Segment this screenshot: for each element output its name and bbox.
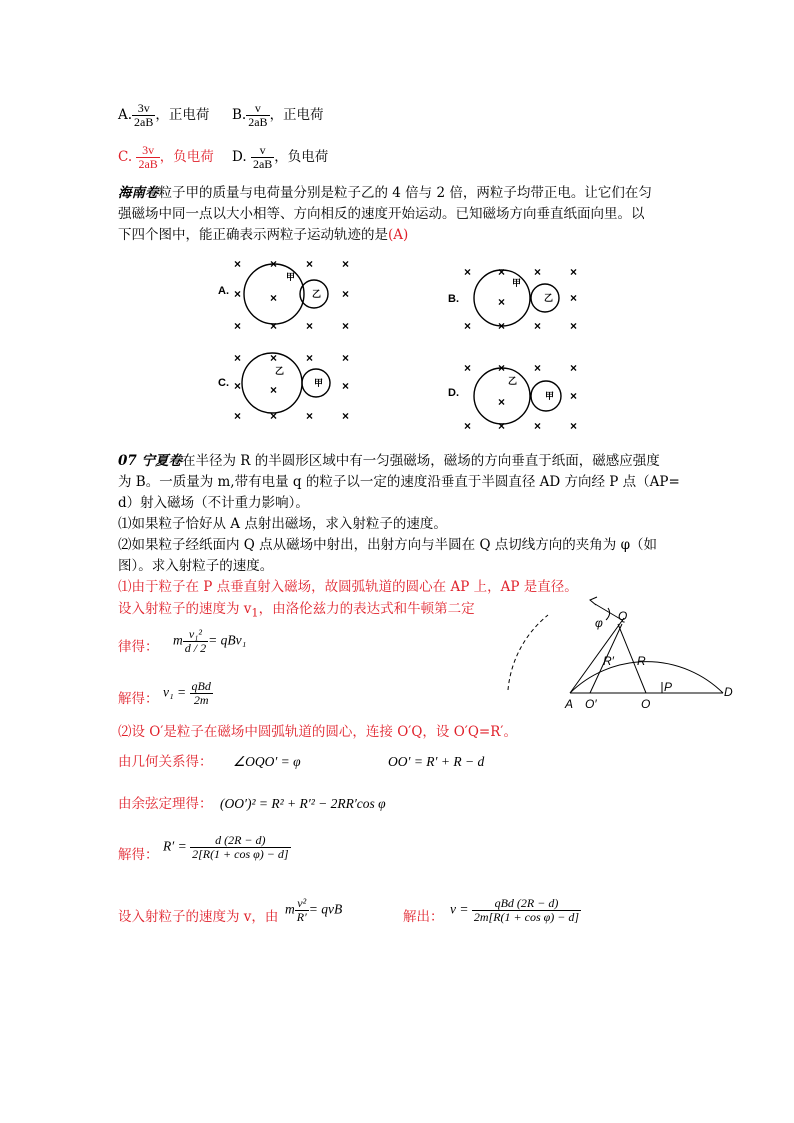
option-a-num: 3v <box>137 101 150 115</box>
field-cross-mark: × <box>342 257 350 271</box>
sol2-line-b: 由几何关系得： <box>118 754 213 770</box>
option-b-label: B. <box>232 107 247 123</box>
sol2-line-e: 设入射粒子的速度为 v，由 <box>118 909 279 925</box>
equation-2 <box>163 680 213 707</box>
option-d-den: 2aB <box>252 157 273 171</box>
q2-figures <box>200 250 600 450</box>
eq2-den: 2m <box>190 693 213 707</box>
field-cross-mark: × <box>534 419 542 433</box>
field-cross-mark: × <box>498 419 506 433</box>
eq2-lhs: v₁ = <box>163 684 187 700</box>
label-q: Q <box>618 609 628 623</box>
figure-b-jia: 甲 <box>512 278 522 288</box>
figure-c-jia: 甲 <box>314 378 324 388</box>
eq7-den: R′ <box>296 910 307 924</box>
figure-a-jia: 甲 <box>286 272 296 282</box>
option-a-den: 2aB <box>134 115 154 129</box>
field-cross-mark: × <box>270 409 278 423</box>
label-p: P <box>664 680 673 694</box>
option-a-fraction <box>132 102 155 129</box>
eq6-fraction <box>190 834 291 861</box>
figure-a-label: A. <box>218 285 229 297</box>
field-cross-mark: × <box>570 389 578 403</box>
equation-3: ∠OQO′ = φ <box>233 754 301 769</box>
field-cross-mark: × <box>342 287 350 301</box>
field-cross-mark: × <box>234 409 242 423</box>
figure-d-label: D. <box>448 387 459 399</box>
sol1-line-d: 解得： <box>118 691 159 707</box>
field-cross-mark: × <box>464 319 472 333</box>
field-cross-mark: × <box>570 361 578 375</box>
field-cross-mark: × <box>306 351 314 365</box>
eq1-lhs: m <box>173 632 183 648</box>
field-cross-mark: × <box>570 291 578 305</box>
label-o-prime: O′ <box>585 697 597 711</box>
field-cross-mark: × <box>270 257 278 271</box>
field-cross-mark: × <box>464 265 472 279</box>
figure-a-yi: 乙 <box>312 289 322 299</box>
q2-line1 <box>118 184 652 202</box>
dashed-arc <box>508 615 548 690</box>
label-a: A <box>565 697 574 711</box>
eq1-fraction <box>183 628 208 655</box>
option-c-suffix: ，负电荷 <box>159 149 214 165</box>
field-cross-mark: × <box>270 319 278 333</box>
option-c-fraction <box>136 144 159 171</box>
figure-c-label: C. <box>218 377 229 389</box>
figure-b-label: B. <box>448 293 459 305</box>
q2-source: 海南卷 <box>118 185 159 201</box>
sol1-line-c: 律得： <box>118 639 159 655</box>
q2-line1-text: 粒子甲的质量与电荷量分别是粒子乙的 4 倍与 2 倍，两粒子均带正电。让它们在匀 <box>158 185 652 201</box>
q2-answer: (A) <box>388 227 409 243</box>
eq8-fraction <box>472 897 581 924</box>
equation-8 <box>450 897 581 924</box>
label-d: D <box>724 685 733 699</box>
field-cross-mark: × <box>270 291 278 305</box>
option-a <box>118 102 209 129</box>
field-cross-mark: × <box>234 287 242 301</box>
eq1-rhs: = qBv₁ <box>208 632 247 648</box>
figure-d-yi: 乙 <box>508 376 518 386</box>
field-cross-mark: × <box>270 351 278 365</box>
label-r-prime: R′ <box>603 654 614 668</box>
figure-d-jia: 甲 <box>545 391 555 401</box>
q2-line3 <box>118 226 408 244</box>
q2-line2: 强磁场中同一点以大小相等、方向相反的速度开始运动。已知磁场方向垂直纸面向里。以 <box>118 206 645 222</box>
sol2-line-d: 解得： <box>118 847 159 863</box>
arrow-head <box>590 597 597 605</box>
sol1-line-b-tail: ，由洛伦兹力的表达式和牛顿第二定 <box>258 601 475 617</box>
option-a-suffix: ，正电荷 <box>155 107 210 123</box>
field-cross-mark: × <box>570 265 578 279</box>
field-cross-mark: × <box>234 319 242 333</box>
q3-source: 07 宁夏卷 <box>118 453 182 469</box>
option-b-den: 2aB <box>248 115 268 129</box>
option-c-label: C. <box>118 149 133 165</box>
field-cross-mark: × <box>342 351 350 365</box>
sol2-line-f: 解出： <box>403 909 444 925</box>
label-o: O <box>641 697 651 711</box>
q2-line3-text: 下四个图中，能正确表示两粒子运动轨迹的是 <box>118 227 388 243</box>
angle-arc <box>606 608 610 620</box>
q3-line1-text: 在半径为 R 的半圆形区域中有一匀强磁场，磁场的方向垂直于纸面，磁感应强度 <box>182 453 660 469</box>
field-cross-mark: × <box>534 361 542 375</box>
q3-sub2a: ⑵如果粒子经纸面内 Q 点从磁场中射出，出射方向与半圆在 Q 点切线方向的夹角为 φ（如 <box>118 537 658 553</box>
option-c <box>118 144 214 171</box>
sol1-line-b-sub: 1 <box>251 606 259 620</box>
field-cross-mark: × <box>464 361 472 375</box>
eq7-rhs: = qvB <box>308 901 343 917</box>
sol1-line-b-text: 设入射粒子的速度为 v <box>118 601 252 617</box>
eq6-den: 2[R(1 + cos φ) − d] <box>192 847 289 861</box>
field-cross-mark: × <box>570 319 578 333</box>
equation-4: OO′ = R′ + R − d <box>388 754 485 769</box>
sol2-line-a: ⑵设 O′是粒子在磁场中圆弧轨道的圆心，连接 O′Q，设 O′Q=R′。 <box>118 724 517 740</box>
field-cross-mark: × <box>306 319 314 333</box>
figure-c-yi: 乙 <box>275 366 285 376</box>
field-cross-mark: × <box>498 295 506 309</box>
option-b-suffix: ，正电荷 <box>269 107 324 123</box>
field-cross-mark: × <box>498 395 506 409</box>
eq7-lhs: m <box>285 901 295 917</box>
field-cross-mark: × <box>306 257 314 271</box>
option-d-suffix: ，负电荷 <box>274 149 329 165</box>
field-cross-mark: × <box>464 419 472 433</box>
option-d-label: D. <box>232 149 247 165</box>
q3-line2: 为 B。一质量为 m,带有电量 q 的粒子以一定的速度沿垂直于半圆直径 AD 方向经 P 点（AP= <box>118 474 680 490</box>
field-cross-mark: × <box>498 361 506 375</box>
field-cross-mark: × <box>534 265 542 279</box>
sol1-line-b <box>118 600 475 623</box>
option-d-num: v <box>259 143 266 157</box>
eq1-num: v₁² <box>188 627 202 641</box>
field-cross-mark: × <box>534 319 542 333</box>
q3-line3: d）射入磁场（不计重力影响）。 <box>118 495 309 511</box>
semicircle-arc <box>570 662 723 693</box>
field-cross-mark: × <box>498 319 506 333</box>
field-cross-mark: × <box>498 265 506 279</box>
eq8-num: qBd (2R − d) <box>494 896 559 910</box>
field-cross-mark: × <box>570 419 578 433</box>
q3-sub1: ⑴如果粒子恰好从 A 点射出磁场，求入射粒子的速度。 <box>118 516 447 532</box>
field-cross-mark: × <box>306 409 314 423</box>
eq7-num: v² <box>297 896 307 910</box>
eq1-den: d / 2 <box>184 641 207 655</box>
sol2-line-c: 由余弦定理得： <box>118 796 213 812</box>
eq6-lhs: R′ = <box>163 838 187 854</box>
field-cross-mark: × <box>270 383 278 397</box>
equation-5: (OO′)² = R² + R′² − 2RR′cos φ <box>220 796 386 811</box>
eq8-den: 2m[R(1 + cos φ) − d] <box>473 910 580 924</box>
q3-line1 <box>118 452 660 470</box>
q3-sub2b: 图）。求入射粒子的速度。 <box>118 558 274 574</box>
label-phi: φ <box>595 616 603 630</box>
eq7-fraction <box>295 897 309 924</box>
equation-6 <box>163 834 291 861</box>
label-r: R <box>637 654 646 668</box>
option-a-label: A. <box>118 107 133 123</box>
equation-7 <box>285 897 342 924</box>
option-c-den: 2aB <box>138 157 158 171</box>
option-b-fraction <box>246 102 269 129</box>
figure-b-yi: 乙 <box>544 293 554 303</box>
option-c-num: 3v <box>142 143 155 157</box>
field-cross-mark: × <box>342 319 350 333</box>
sol1-line-a: ⑴由于粒子在 P 点垂直射入磁场，故圆弧轨道的圆心在 AP 上，AP 是直径。 <box>118 579 578 595</box>
option-d-fraction <box>251 144 274 171</box>
eq8-lhs: v = <box>450 901 469 917</box>
option-b-num: v <box>254 101 261 115</box>
semicircle-diagram <box>500 590 750 715</box>
option-b <box>232 102 324 129</box>
eq2-fraction <box>190 680 213 707</box>
field-cross-mark: × <box>234 379 242 393</box>
eq6-num: d (2R − d) <box>215 833 266 847</box>
eq2-num: qBd <box>191 679 211 693</box>
option-d <box>232 144 328 171</box>
equation-1 <box>173 628 246 655</box>
field-cross-mark: × <box>342 379 350 393</box>
field-cross-mark: × <box>234 257 242 271</box>
field-cross-mark: × <box>342 409 350 423</box>
field-cross-mark: × <box>234 351 242 365</box>
